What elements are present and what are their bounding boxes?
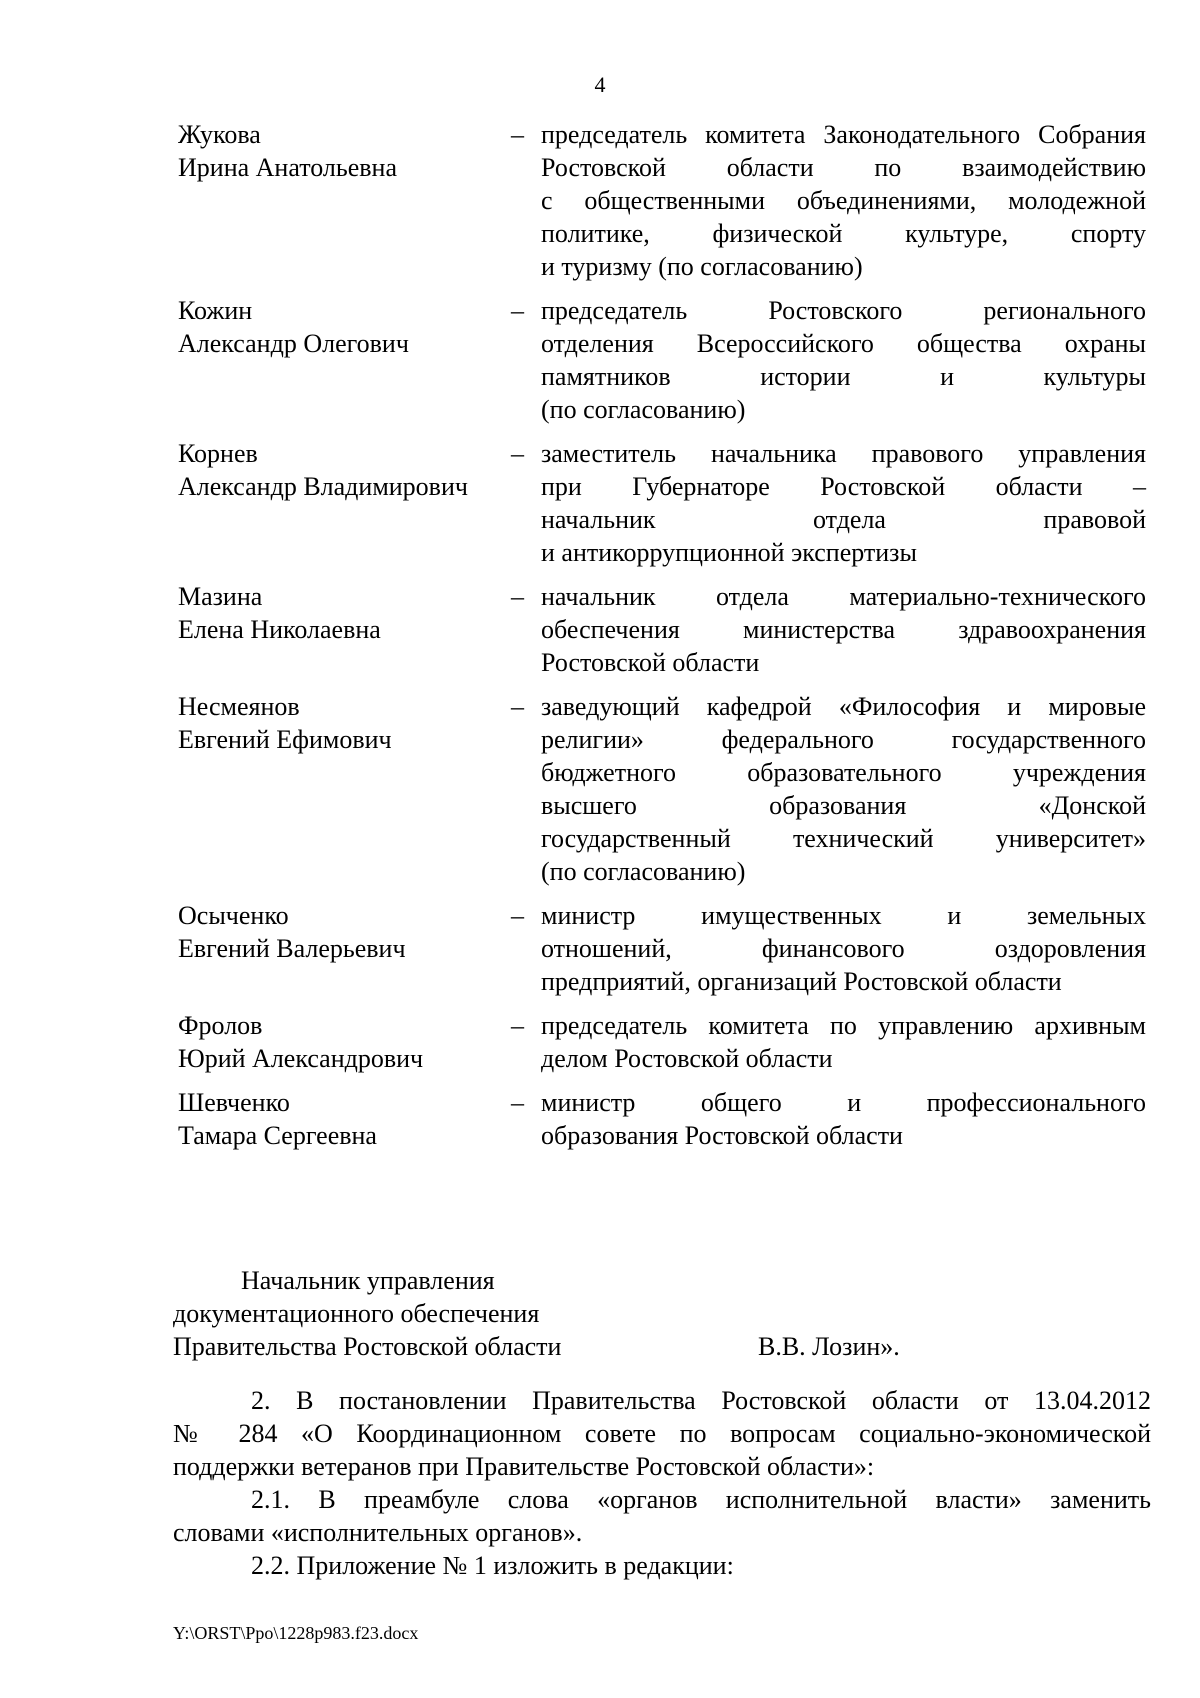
position-line: министр общего и профессионального — [541, 1088, 1146, 1117]
paragraph-line: № 284 «О Координационном совете по вопросам социально-экономической — [173, 1419, 1151, 1448]
member-position — [541, 580, 1146, 679]
member-name — [178, 899, 508, 998]
paragraph — [173, 1384, 1151, 1483]
position-line: делом Ростовской области — [541, 1044, 833, 1073]
signature-title-line: документационного обеспечения — [173, 1299, 540, 1328]
paragraph-line: 2.2. Приложение № 1 изложить в редакции: — [251, 1551, 734, 1580]
position-line: (по согласованию) — [541, 395, 746, 424]
position-line: министр имущественных и земельных — [541, 901, 1146, 930]
paragraph-line: 2. В постановлении Правительства Ростовской области от 13.04.2012 — [251, 1386, 1151, 1415]
member-entry — [178, 437, 1158, 569]
paragraph-line: словами «исполнительных органов». — [173, 1518, 583, 1547]
paragraph-line: 2.1. В преамбуле слова «органов исполнительной власти» заменить — [251, 1485, 1151, 1514]
member-name — [178, 690, 508, 888]
member-surname: Жукова — [178, 120, 261, 149]
member-given-name: Елена Николаевна — [178, 615, 381, 644]
position-line: и туризму (по согласованию) — [541, 252, 863, 281]
member-name — [178, 118, 508, 283]
member-position — [541, 294, 1146, 426]
member-given-name: Ирина Анатольевна — [178, 153, 397, 182]
signature-row — [173, 1330, 1153, 1363]
member-dash: – — [511, 692, 524, 721]
members-list — [178, 118, 1158, 1163]
member-entry — [178, 1086, 1158, 1152]
footer-file-path: Y:\ORST\Ppo\1228p983.f23.docx — [173, 1623, 419, 1643]
position-line: отношений, финансового оздоровления — [541, 934, 1146, 963]
page-number: 4 — [594, 72, 606, 97]
member-given-name: Юрий Александрович — [178, 1044, 424, 1073]
member-given-name: Тамара Сергеевна — [178, 1121, 377, 1150]
position-line: председатель комитета по управлению архивным — [541, 1011, 1146, 1040]
position-line: бюджетного образовательного учреждения — [541, 758, 1146, 787]
member-dash: – — [511, 582, 524, 611]
member-surname: Фролов — [178, 1011, 263, 1040]
signature-title-line: Начальник управления — [241, 1266, 495, 1295]
position-line: памятников истории и культуры — [541, 362, 1146, 391]
position-line: заведующий кафедрой «Философия и мировые — [541, 692, 1146, 721]
position-line: председатель Ростовского регионального — [541, 296, 1146, 325]
member-name — [178, 437, 508, 569]
position-line: председатель комитета Законодательного Собрания — [541, 120, 1146, 149]
position-line: начальник отдела материально-технического — [541, 582, 1146, 611]
member-entry — [178, 1009, 1158, 1075]
member-dash: – — [511, 1088, 524, 1117]
position-line: образования Ростовской области — [541, 1121, 903, 1150]
position-line: и антикоррупционной экспертизы — [541, 538, 917, 567]
position-line: при Губернаторе Ростовской области – — [541, 472, 1146, 501]
member-name — [178, 1086, 508, 1152]
member-position — [541, 1009, 1146, 1075]
member-position — [541, 690, 1146, 888]
position-line: (по согласованию) — [541, 857, 746, 886]
position-line: Ростовской области по взаимодействию — [541, 153, 1146, 182]
paragraph-line: поддержки ветеранов при Правительстве Ростовской области»: — [173, 1452, 875, 1481]
member-position — [541, 899, 1146, 998]
position-line: религии» федерального государственного — [541, 725, 1146, 754]
member-entry — [178, 899, 1158, 998]
member-surname: Шевченко — [178, 1088, 290, 1117]
position-line: государственный технический университет» — [541, 824, 1146, 853]
member-given-name: Александр Олегович — [178, 329, 409, 358]
member-given-name: Александр Владимирович — [178, 472, 468, 501]
signatory-name: В.В. Лозин». — [758, 1332, 900, 1361]
member-surname: Корнев — [178, 439, 258, 468]
position-line: предприятий, организаций Ростовской области — [541, 967, 1062, 996]
member-position — [541, 437, 1146, 569]
member-entry — [178, 118, 1158, 283]
member-position — [541, 118, 1146, 283]
position-line: политике, физической культуре, спорту — [541, 219, 1146, 248]
member-surname: Кожин — [178, 296, 253, 325]
member-dash: – — [511, 120, 524, 149]
member-dash: – — [511, 439, 524, 468]
member-surname: Осыченко — [178, 901, 289, 930]
position-line: заместитель начальника правового управления — [541, 439, 1146, 468]
position-line: Ростовской области — [541, 648, 760, 677]
paragraph — [173, 1549, 1151, 1582]
paragraph — [173, 1483, 1151, 1549]
member-entry — [178, 690, 1158, 888]
member-dash: – — [511, 901, 524, 930]
member-surname: Несмеянов — [178, 692, 300, 721]
member-entry — [178, 294, 1158, 426]
position-line: с общественными объединениями, молодежной — [541, 186, 1146, 215]
member-name — [178, 580, 508, 679]
member-given-name: Евгений Ефимович — [178, 725, 392, 754]
signature-title-line: Правительства Ростовской области — [173, 1332, 562, 1361]
position-line: отделения Всероссийского общества охраны — [541, 329, 1146, 358]
member-given-name: Евгений Валерьевич — [178, 934, 406, 963]
member-position — [541, 1086, 1146, 1152]
position-line: начальник отдела правовой — [541, 505, 1146, 534]
member-dash: – — [511, 1011, 524, 1040]
body-text — [173, 1384, 1151, 1582]
position-line: обеспечения министерства здравоохранения — [541, 615, 1146, 644]
member-surname: Мазина — [178, 582, 263, 611]
member-entry — [178, 580, 1158, 679]
member-name — [178, 294, 508, 426]
signature-block — [173, 1264, 1153, 1363]
position-line: высшего образования «Донской — [541, 791, 1146, 820]
member-name — [178, 1009, 508, 1075]
member-dash: – — [511, 296, 524, 325]
